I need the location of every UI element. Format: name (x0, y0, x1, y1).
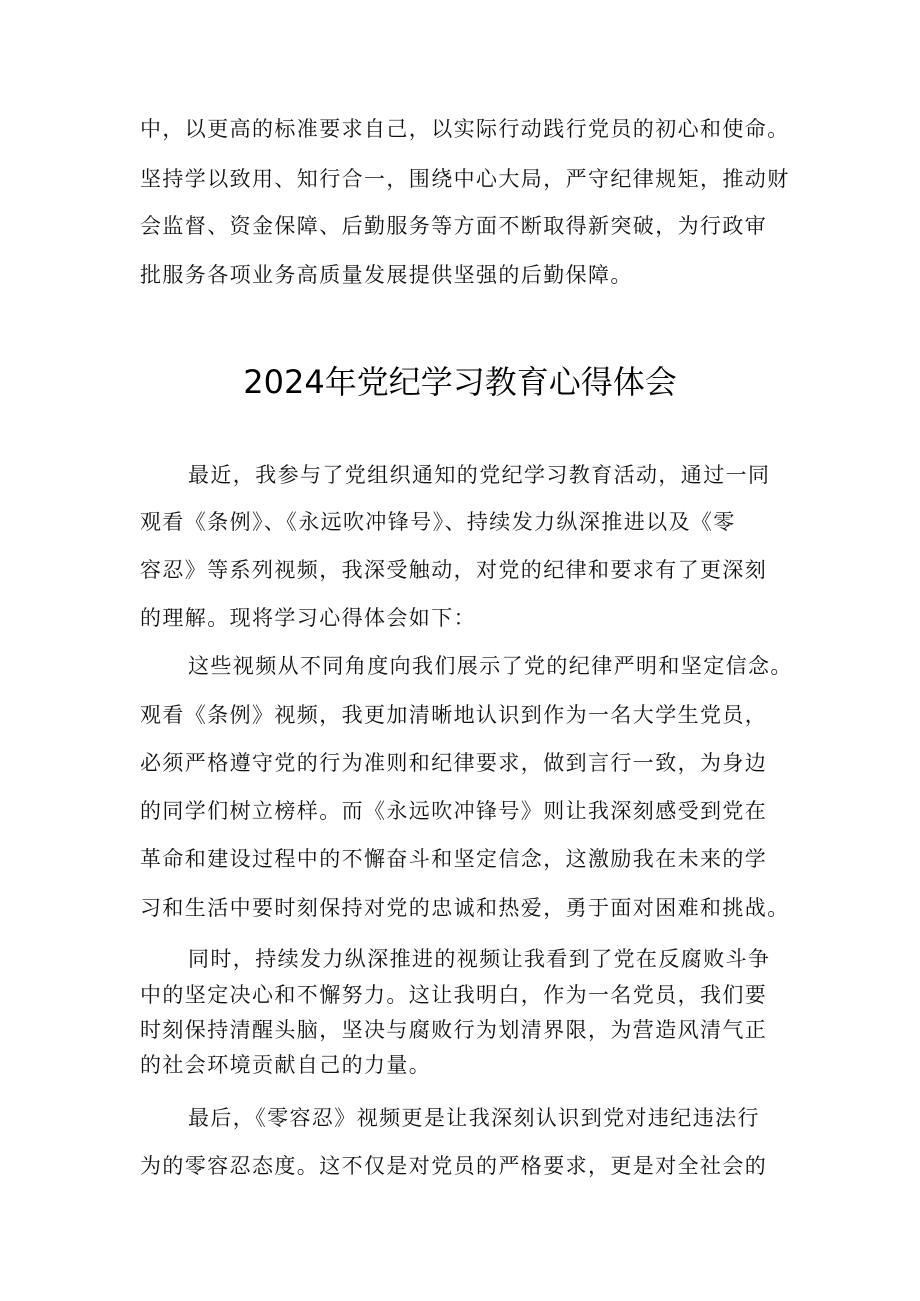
paragraph-line: 最近，我参与了党组织通知的党纪学习教育活动，通过一同 (188, 463, 771, 487)
paragraph-line: 革命和建设过程中的不懈奋斗和坚定信念，这激励我在未来的学 (140, 847, 768, 871)
paragraph-line: 中，以更高的标准要求自己，以实际行动践行党员的初心和使命。 (140, 117, 790, 141)
paragraph-line: 必须严格遵守党的行为准则和纪律要求，做到言行一致，为身边 (140, 751, 768, 775)
paragraph-line: 观看《条例》、《永远吹冲锋号》、持续发力纵深推进以及《零 (140, 510, 736, 534)
paragraph-line: 中的坚定决心和不懈努力。这让我明白，作为一名党员，我们要 (140, 983, 768, 1007)
paragraph-line: 这些视频从不同角度向我们展示了党的纪律严明和坚定信念。 (188, 654, 793, 678)
paragraph-line: 坚持学以致用、知行合一，围绕中心大局，严守纪律规矩，推动财 (140, 167, 790, 191)
paragraph-line: 习和生活中要时刻保持对党的忠诚和热爱，勇于面对困难和挑战。 (140, 896, 790, 920)
paragraph-line: 时刻保持清醒头脑，坚决与腐败行为划清界限，为营造风清气正 (140, 1018, 768, 1042)
paragraph-line: 批服务各项业务高质量发展提供坚强的后勤保障。 (140, 263, 633, 287)
paragraph-line: 观看《条例》视频，我更加清晰地认识到作为一名大学生党员， (140, 703, 768, 727)
paragraph-line: 的社会环境贡献自己的力量。 (140, 1053, 432, 1077)
document-title: 2024年党纪学习教育心得体会 (243, 363, 677, 401)
paragraph-line: 同时，持续发力纵深推进的视频让我看到了党在反腐败斗争 (188, 947, 771, 971)
paragraph-line: 容忍》等系列视频，我深受触动，对党的纪律和要求有了更深刻 (140, 558, 768, 582)
paragraph-line: 的理解。现将学习心得体会如下： (140, 606, 476, 630)
paragraph-line: 最后，《零容忍》视频更是让我深刻认识到党对违纪违法行 (188, 1106, 760, 1130)
paragraph-line: 的同学们树立榜样。而《永远吹冲锋号》则让我深刻感受到党在 (140, 799, 768, 823)
paragraph-line: 为的零容忍态度。这不仅是对党员的严格要求，更是对全社会的 (140, 1154, 768, 1178)
paragraph-line: 会监督、资金保障、后勤服务等方面不断取得新突破，为行政审 (140, 214, 768, 238)
